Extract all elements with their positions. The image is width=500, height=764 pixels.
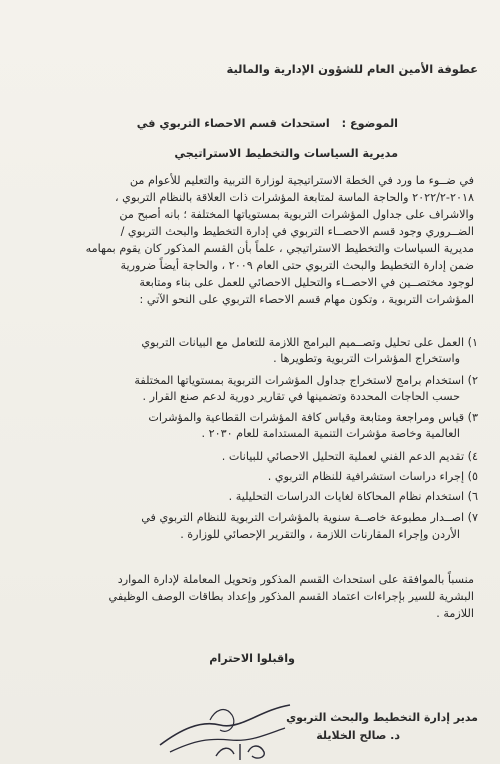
task-item-7: ٧) اصــدار مطبوعة خاصــة سنوية بالمؤشرات التربوية للنظام التربوي في [141, 511, 478, 524]
task-item-1: ١) العمل على تحليل وتصــميم البرامج اللازمة للتعامل مع البيانات التربوي [141, 336, 478, 349]
body-line: مديرية السياسات والتخطيط الاستراتيجي ، علماً بأن القسم المذكور كان يقوم بمهامه [85, 242, 474, 255]
task-item-3: ٣) قياس ومراجعة ومتابعة وقياس كافة المؤشرات القطاعية والمؤشرات [148, 411, 478, 424]
closing-line: منسباً بالموافقة على استحداث القسم المذكور وتحويل المعاملة لإدارة الموارد [117, 573, 474, 586]
closing-line: اللازمة . [436, 607, 474, 620]
task-item-3-cont: العالمية وخاصة مؤشرات التنمية المستدامة للعام ٢٠٣٠ . [201, 427, 460, 440]
body-line: في ضــوء ما ورد في الخطة الاستراتيجية لوزارة التربية والتعليم للأعوام من [129, 174, 474, 187]
body-line: والاشراف على جداول المؤشرات التربوية بمستوياتها المختلفة ؛ بانه أصبح من [119, 208, 474, 221]
task-item-4: ٤) تقديم الدعم الفني لعملية التحليل الاحصائي للبيانات . [221, 450, 478, 463]
body-line: الضــروري وجود قسم الاحصــاء التربوي في إدارة التخطيط والبحث التربوي / [120, 225, 474, 238]
subject-text-1: استحداث قسم الاحصاء التربوي في [136, 117, 330, 130]
task-item-2-cont: حسب الحاجات المحددة وتضمينها في تقارير دورية لدعم صنع القرار . [142, 390, 460, 403]
subject-label: الموضوع : [341, 117, 398, 130]
task-item-2: ٢) استخدام برامج لاستخراج جداول المؤشرات التربوية بمستوياتها المختلفة [134, 374, 478, 387]
signatory-name: د. صالح الخلايلة [316, 729, 400, 742]
signatory-title: مدير إدارة التخطيط والبحث التربوي [286, 711, 478, 724]
closing-line: البشرية للسير بإجراءات اعتماد القسم المذكور وإعداد بطاقات الوصف الوظيفي [108, 590, 474, 603]
body-line: لوجود مختصــين في الاحصــاء والتحليل الاحصائي للعمل على بناء ومتابعة [139, 276, 474, 289]
subject-line-2: مديرية السياسات والتخطيط الاستراتيجي [174, 147, 398, 160]
body-line: المؤشرات التربوية ، وتكون مهام قسم الاحصاء التربوي على النحو الآتي : [139, 293, 474, 306]
task-item-6: ٦) استخدام نظام المحاكاة لغايات الدراسات التحليلية . [228, 490, 478, 503]
recipient-line: عطوفة الأمين العام للشؤون الإدارية والمالية [226, 62, 478, 76]
subject-line-1 [0, 117, 398, 131]
task-item-5: ٥) إجراء دراسات استشرافية للنظام التربوي . [267, 470, 478, 483]
task-item-7-cont: الأردن وإجراء المقارنات اللازمة ، والتقرير الإحصائي للوزارة . [180, 528, 460, 541]
body-line: ٢٠١٨-٢٠٢٢/٢ والحاجة الماسة لمتابعة المؤشرات ذات العلاقة بالنظام التربوي ، [115, 191, 474, 204]
task-item-1-cont: واستخراج المؤشرات التربوية وتطويرها . [273, 352, 460, 365]
body-line: ضمن إدارة التخطيط والبحث التربوي حتى العام ٢٠٠٩ ، والحاجة أيضاً ضرورية [120, 259, 474, 272]
regards-line: واقبلوا الاحترام [209, 652, 295, 665]
handwritten-date-mark [212, 738, 272, 764]
